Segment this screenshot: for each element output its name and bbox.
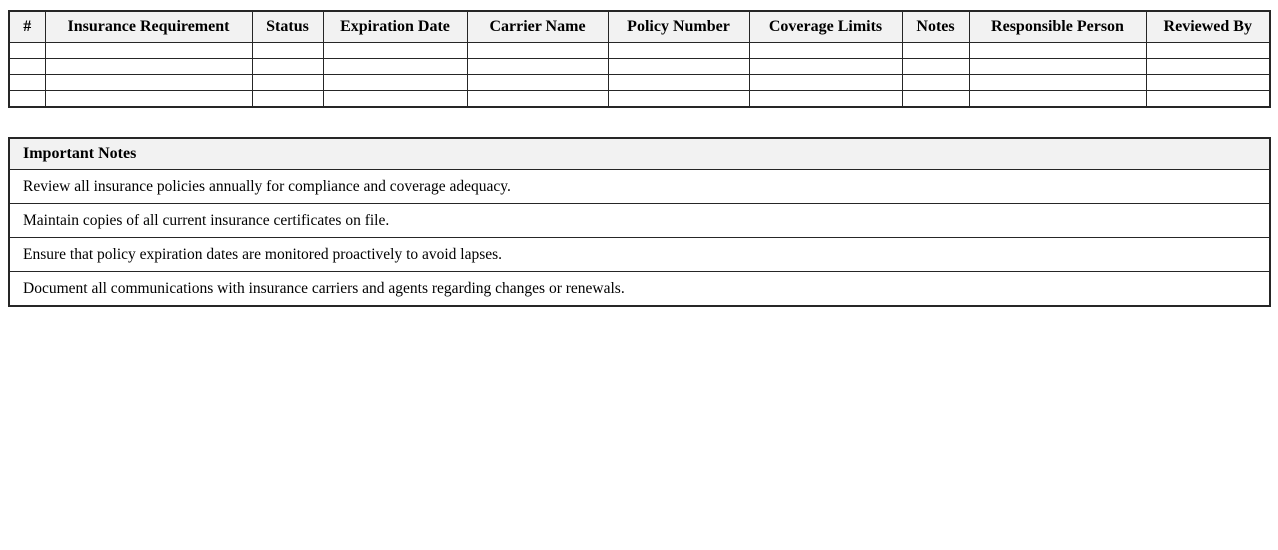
empty-cell bbox=[749, 43, 902, 59]
empty-cell bbox=[323, 43, 467, 59]
note-item: Maintain copies of all current insurance certificates on file. bbox=[9, 204, 1270, 238]
empty-cell bbox=[252, 75, 323, 91]
empty-cell bbox=[45, 75, 252, 91]
insurance-table-header-row bbox=[9, 11, 1270, 43]
note-row bbox=[9, 204, 1270, 238]
insurance-table-empty-row bbox=[9, 59, 1270, 75]
insurance-table-empty-row bbox=[9, 43, 1270, 59]
empty-cell bbox=[9, 91, 45, 108]
column-header-policy-number: Policy Number bbox=[608, 11, 749, 43]
empty-cell bbox=[252, 91, 323, 108]
empty-cell bbox=[969, 59, 1146, 75]
note-item: Document all communications with insurance carriers and agents regarding changes or renewals. bbox=[9, 272, 1270, 307]
empty-cell bbox=[45, 59, 252, 75]
empty-cell bbox=[9, 59, 45, 75]
column-header-insurance-requirement: Insurance Requirement bbox=[45, 11, 252, 43]
empty-cell bbox=[252, 43, 323, 59]
empty-cell bbox=[1146, 59, 1270, 75]
empty-cell bbox=[323, 91, 467, 108]
notes-header-row bbox=[9, 138, 1270, 170]
empty-cell bbox=[467, 59, 608, 75]
notes-section-title: Important Notes bbox=[9, 138, 1270, 170]
empty-cell bbox=[467, 75, 608, 91]
empty-cell bbox=[45, 91, 252, 108]
empty-cell bbox=[969, 43, 1146, 59]
note-row bbox=[9, 238, 1270, 272]
empty-cell bbox=[608, 43, 749, 59]
empty-cell bbox=[902, 75, 969, 91]
column-header-status: Status bbox=[252, 11, 323, 43]
empty-cell bbox=[902, 91, 969, 108]
column-header-reviewed-by: Reviewed By bbox=[1146, 11, 1270, 43]
empty-cell bbox=[323, 59, 467, 75]
insurance-table-empty-row bbox=[9, 91, 1270, 108]
empty-cell bbox=[608, 91, 749, 108]
empty-cell bbox=[252, 59, 323, 75]
insurance-table-empty-row bbox=[9, 75, 1270, 91]
empty-cell bbox=[323, 75, 467, 91]
note-row bbox=[9, 170, 1270, 204]
column-header-carrier-name: Carrier Name bbox=[467, 11, 608, 43]
empty-cell bbox=[9, 75, 45, 91]
empty-cell bbox=[969, 91, 1146, 108]
empty-cell bbox=[749, 75, 902, 91]
empty-cell bbox=[9, 43, 45, 59]
note-item: Ensure that policy expiration dates are monitored proactively to avoid lapses. bbox=[9, 238, 1270, 272]
column-header-responsible-person: Responsible Person bbox=[969, 11, 1146, 43]
column-header-coverage-limits: Coverage Limits bbox=[749, 11, 902, 43]
empty-cell bbox=[467, 91, 608, 108]
column-header-number: # bbox=[9, 11, 45, 43]
empty-cell bbox=[749, 91, 902, 108]
empty-cell bbox=[749, 59, 902, 75]
empty-cell bbox=[969, 75, 1146, 91]
empty-cell bbox=[608, 59, 749, 75]
note-item: Review all insurance policies annually for compliance and coverage adequacy. bbox=[9, 170, 1270, 204]
empty-cell bbox=[608, 75, 749, 91]
important-notes-table bbox=[8, 137, 1271, 307]
empty-cell bbox=[1146, 43, 1270, 59]
empty-cell bbox=[1146, 75, 1270, 91]
column-header-notes: Notes bbox=[902, 11, 969, 43]
empty-cell bbox=[902, 59, 969, 75]
empty-cell bbox=[45, 43, 252, 59]
empty-cell bbox=[467, 43, 608, 59]
insurance-requirements-table bbox=[8, 10, 1271, 108]
empty-cell bbox=[1146, 91, 1270, 108]
note-row bbox=[9, 272, 1270, 307]
column-header-expiration-date: Expiration Date bbox=[323, 11, 467, 43]
empty-cell bbox=[902, 43, 969, 59]
